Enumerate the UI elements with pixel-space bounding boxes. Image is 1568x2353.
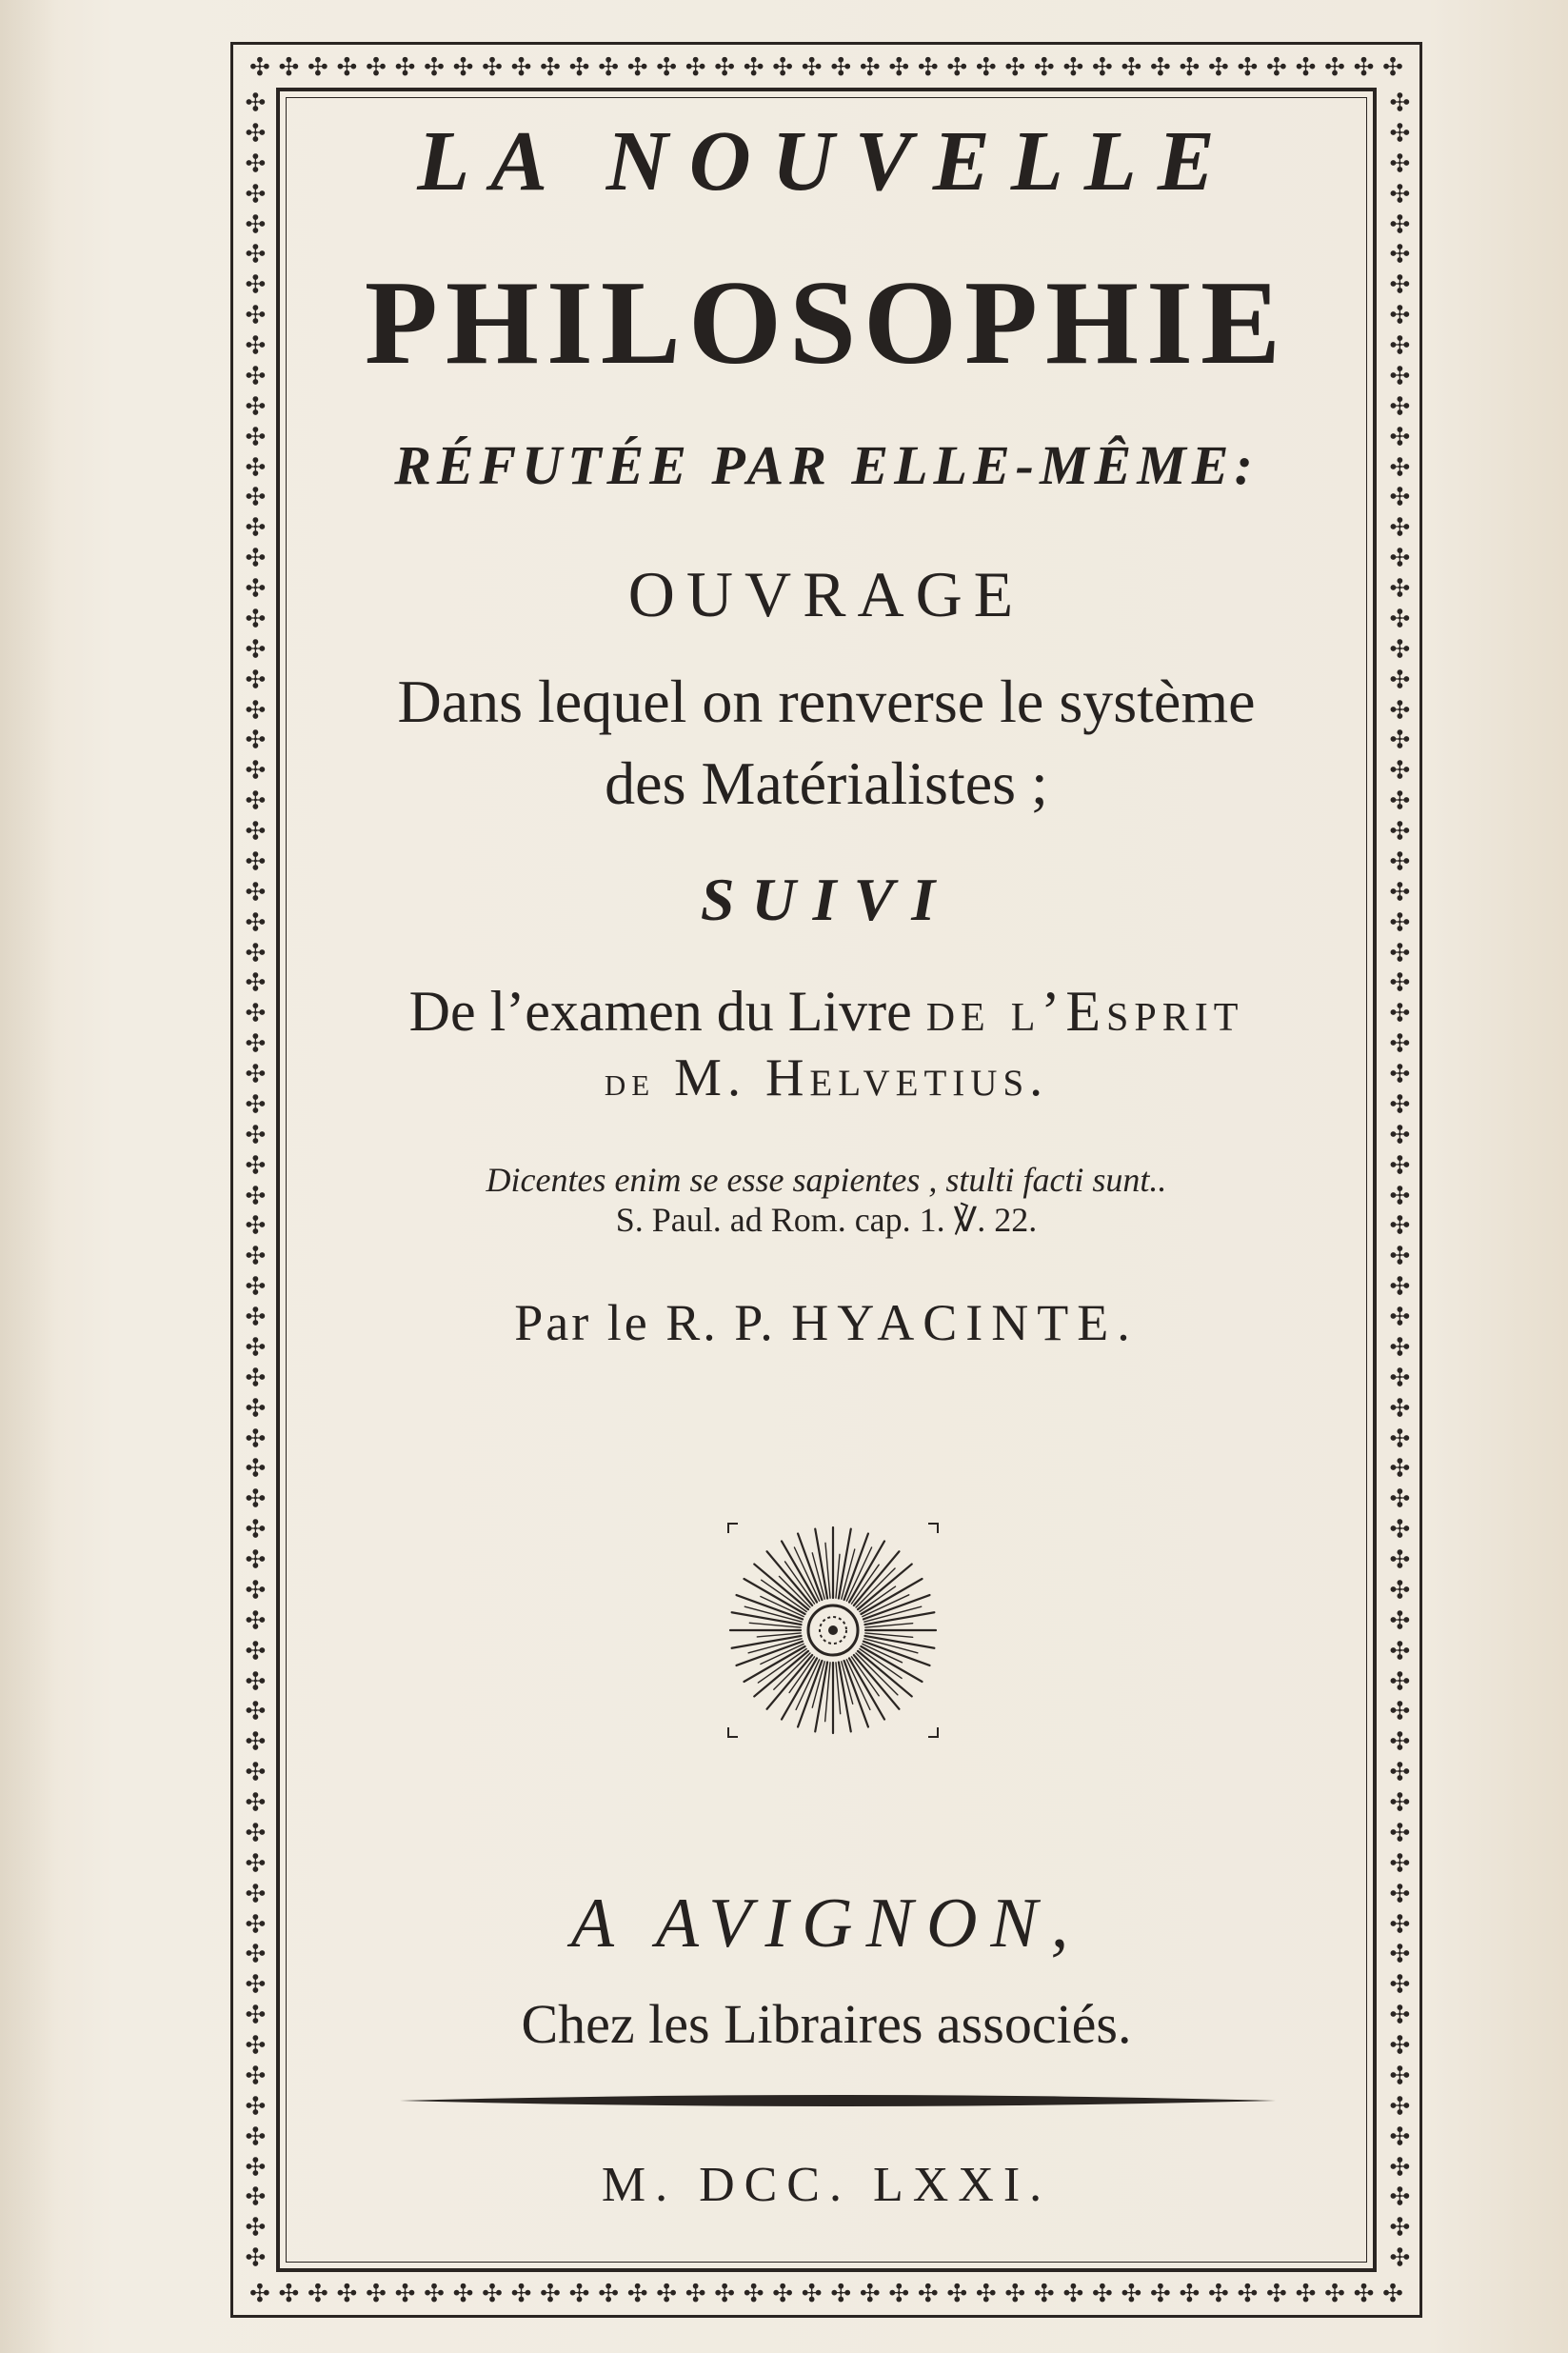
border-ornament-icon: ✣ — [1121, 53, 1142, 82]
border-ornament-icon: ✣ — [239, 1245, 268, 1266]
border-ornament-icon: ✣ — [1237, 2280, 1259, 2308]
border-ornament-icon: ✣ — [336, 2280, 358, 2308]
border-ornament-icon: ✣ — [1383, 1518, 1413, 1540]
border-ornament-icon: ✣ — [1324, 2280, 1345, 2308]
border-ornament-icon: ✣ — [1383, 121, 1413, 143]
border-ornament-icon: ✣ — [1383, 971, 1413, 993]
border-ornament-icon: ✣ — [1383, 151, 1413, 173]
page-fold-shadow — [0, 0, 57, 2353]
title-la-nouvelle: LA NOUVELLE — [417, 114, 1236, 209]
border-ornament-icon: ✣ — [239, 455, 268, 477]
border-ornament-icon: ✣ — [1383, 516, 1413, 538]
border-ornament-icon: ✣ — [239, 364, 268, 386]
border-ornament-icon: ✣ — [239, 849, 268, 871]
left-ornament-band — [238, 90, 270, 2270]
border-ornament-icon: ✣ — [1383, 637, 1413, 659]
border-ornament-icon: ✣ — [1383, 1396, 1413, 1418]
border-ornament-icon: ✣ — [859, 53, 881, 82]
border-ornament-icon: ✣ — [626, 53, 648, 82]
border-ornament-icon: ✣ — [249, 53, 270, 82]
border-ornament-icon: ✣ — [239, 1912, 268, 1934]
border-ornament-icon: ✣ — [239, 1275, 268, 1297]
border-ornament-icon: ✣ — [510, 53, 532, 82]
examen-line-2-de: de — [604, 1058, 656, 1105]
border-ornament-icon: ✣ — [239, 1366, 268, 1387]
border-ornament-icon: ✣ — [1383, 1791, 1413, 1812]
border-ornament-icon: ✣ — [239, 273, 268, 295]
border-ornament-icon: ✣ — [482, 53, 503, 82]
border-ornament-icon: ✣ — [239, 121, 268, 143]
border-ornament-icon: ✣ — [1324, 53, 1345, 82]
border-ornament-icon: ✣ — [1383, 243, 1413, 265]
border-ornament-icon: ✣ — [1383, 880, 1413, 902]
border-ornament-icon: ✣ — [239, 425, 268, 447]
border-ornament-icon: ✣ — [1383, 849, 1413, 871]
border-ornament-icon: ✣ — [308, 2280, 328, 2308]
border-ornament-icon: ✣ — [239, 1032, 268, 1054]
border-ornament-icon: ✣ — [1383, 1578, 1413, 1600]
border-ornament-icon: ✣ — [239, 1396, 268, 1418]
border-ornament-icon: ✣ — [1383, 1608, 1413, 1630]
border-ornament-icon: ✣ — [239, 1851, 268, 1873]
border-ornament-icon: ✣ — [424, 53, 445, 82]
border-ornament-icon: ✣ — [1383, 910, 1413, 932]
border-ornament-icon: ✣ — [1004, 2280, 1026, 2308]
border-ornament-icon: ✣ — [1383, 941, 1413, 963]
border-ornament-icon: ✣ — [1383, 1214, 1413, 1236]
border-ornament-icon: ✣ — [278, 53, 300, 82]
border-ornament-icon: ✣ — [1383, 1335, 1413, 1357]
border-ornament-icon: ✣ — [239, 668, 268, 689]
sunburst-icon — [719, 1516, 947, 1745]
border-ornament-icon: ✣ — [1383, 1184, 1413, 1206]
border-ornament-icon: ✣ — [239, 1518, 268, 1540]
border-ornament-icon: ✣ — [239, 486, 268, 508]
border-ornament-icon: ✣ — [239, 941, 268, 963]
border-ornament-icon: ✣ — [394, 2280, 416, 2308]
border-ornament-icon: ✣ — [801, 53, 823, 82]
border-ornament-icon: ✣ — [1383, 1153, 1413, 1175]
decorative-rule — [400, 2091, 1276, 2110]
author-name: HYACINTE. — [791, 1294, 1139, 1351]
border-ornament-icon: ✣ — [888, 53, 910, 82]
border-ornament-icon: ✣ — [1383, 820, 1413, 841]
description-line-2: des Matérialistes ; — [605, 749, 1048, 817]
border-ornament-icon: ✣ — [239, 1063, 268, 1084]
border-ornament-icon: ✣ — [1383, 425, 1413, 447]
border-ornament-icon: ✣ — [239, 1002, 268, 1024]
border-ornament-icon: ✣ — [1121, 2280, 1142, 2308]
border-ornament-icon: ✣ — [1383, 2064, 1413, 2085]
border-ornament-icon: ✣ — [308, 53, 328, 82]
border-ornament-icon: ✣ — [239, 820, 268, 841]
border-ornament-icon: ✣ — [239, 2216, 268, 2238]
border-ornament-icon: ✣ — [1295, 53, 1317, 82]
border-ornament-icon: ✣ — [239, 1608, 268, 1630]
border-ornament-icon: ✣ — [685, 2280, 706, 2308]
border-ornament-icon: ✣ — [366, 2280, 387, 2308]
border-ornament-icon: ✣ — [1383, 2155, 1413, 2177]
border-ornament-icon: ✣ — [239, 910, 268, 932]
border-ornament-icon: ✣ — [239, 577, 268, 598]
border-ornament-icon: ✣ — [1383, 1912, 1413, 1934]
border-ornament-icon: ✣ — [239, 334, 268, 355]
border-ornament-icon: ✣ — [1383, 1548, 1413, 1569]
border-ornament-icon: ✣ — [239, 2155, 268, 2177]
examen-line-1-text: De l’examen du Livre — [408, 980, 926, 1043]
border-ornament-icon: ✣ — [1033, 53, 1055, 82]
border-ornament-icon: ✣ — [1382, 2280, 1403, 2308]
border-ornament-icon: ✣ — [239, 1882, 268, 1904]
border-ornament-icon: ✣ — [1383, 1306, 1413, 1326]
border-ornament-icon: ✣ — [1383, 2124, 1413, 2146]
border-ornament-icon: ✣ — [336, 53, 358, 82]
imprint-date: M. DCC. LXXI. — [601, 2158, 1052, 2212]
border-ornament-icon: ✣ — [1383, 547, 1413, 568]
border-ornament-icon: ✣ — [239, 1153, 268, 1175]
border-ornament-icon: ✣ — [239, 789, 268, 811]
examen-line-1-smallcaps: de l’Esprit — [925, 980, 1244, 1043]
border-ornament-icon: ✣ — [946, 53, 968, 82]
border-ornament-icon: ✣ — [1208, 2280, 1229, 2308]
border-ornament-icon: ✣ — [1383, 1002, 1413, 1024]
border-ornament-icon: ✣ — [239, 2034, 268, 2055]
border-ornament-icon: ✣ — [239, 607, 268, 628]
border-ornament-icon: ✣ — [1383, 1366, 1413, 1387]
border-ornament-icon: ✣ — [1383, 334, 1413, 355]
border-ornament-icon: ✣ — [1383, 182, 1413, 204]
border-ornament-icon: ✣ — [1091, 53, 1113, 82]
border-ornament-icon: ✣ — [239, 1123, 268, 1145]
border-ornament-icon: ✣ — [714, 53, 736, 82]
border-ornament-icon: ✣ — [239, 1092, 268, 1114]
border-ornament-icon: ✣ — [1383, 1821, 1413, 1843]
border-ornament-icon: ✣ — [1383, 91, 1413, 112]
border-ornament-icon: ✣ — [452, 2280, 474, 2308]
border-ornament-icon: ✣ — [598, 53, 619, 82]
border-ornament-icon: ✣ — [424, 2280, 445, 2308]
border-ornament-icon: ✣ — [510, 2280, 532, 2308]
border-ornament-icon: ✣ — [1383, 668, 1413, 689]
border-ornament-icon: ✣ — [1382, 53, 1403, 82]
border-ornament-icon: ✣ — [239, 151, 268, 173]
epigraph-citation: S. Paul. ad Rom. cap. 1. ℣. 22. — [615, 1201, 1038, 1239]
border-ornament-icon: ✣ — [239, 547, 268, 568]
border-ornament-icon: ✣ — [239, 1973, 268, 1995]
border-ornament-icon: ✣ — [568, 53, 590, 82]
border-ornament-icon: ✣ — [1383, 2185, 1413, 2207]
border-ornament-icon: ✣ — [239, 880, 268, 902]
border-ornament-icon: ✣ — [743, 2280, 764, 2308]
border-ornament-icon: ✣ — [239, 1639, 268, 1661]
border-ornament-icon: ✣ — [830, 2280, 852, 2308]
border-ornament-icon: ✣ — [1383, 577, 1413, 598]
border-ornament-icon: ✣ — [239, 1669, 268, 1691]
border-ornament-icon: ✣ — [1383, 2216, 1413, 2238]
border-ornament-icon: ✣ — [830, 53, 852, 82]
border-ornament-icon: ✣ — [1179, 53, 1201, 82]
heading-ouvrage: OUVRAGE — [627, 558, 1025, 630]
border-ornament-icon: ✣ — [772, 2280, 794, 2308]
border-ornament-icon: ✣ — [278, 2280, 300, 2308]
examen-line-2 — [286, 1047, 1367, 1108]
border-ornament-icon: ✣ — [1149, 53, 1171, 82]
border-ornament-icon: ✣ — [482, 2280, 503, 2308]
border-ornament-icon: ✣ — [239, 2246, 268, 2268]
border-ornament-icon: ✣ — [1383, 1092, 1413, 1114]
border-ornament-icon: ✣ — [394, 53, 416, 82]
author-prefix: Par le R. P. — [514, 1294, 792, 1351]
border-ornament-icon: ✣ — [1383, 455, 1413, 477]
border-ornament-icon: ✣ — [975, 2280, 997, 2308]
border-ornament-icon: ✣ — [239, 759, 268, 781]
border-ornament-icon: ✣ — [239, 728, 268, 750]
border-ornament-icon: ✣ — [366, 53, 387, 82]
border-ornament-icon: ✣ — [1383, 212, 1413, 234]
border-ornament-icon: ✣ — [1208, 53, 1229, 82]
border-ornament-icon: ✣ — [239, 1306, 268, 1326]
border-ornament-icon: ✣ — [772, 53, 794, 82]
border-ornament-icon: ✣ — [1383, 2034, 1413, 2055]
border-ornament-icon: ✣ — [452, 53, 474, 82]
border-ornament-icon: ✣ — [743, 53, 764, 82]
border-ornament-icon: ✣ — [239, 394, 268, 416]
border-ornament-icon: ✣ — [1266, 53, 1287, 82]
border-ornament-icon: ✣ — [540, 53, 561, 82]
border-ornament-icon: ✣ — [1004, 53, 1026, 82]
border-ornament-icon: ✣ — [1149, 2280, 1171, 2308]
border-ornament-icon: ✣ — [685, 53, 706, 82]
border-ornament-icon: ✣ — [1383, 304, 1413, 326]
border-ornament-icon: ✣ — [1383, 759, 1413, 781]
border-ornament-icon: ✣ — [239, 243, 268, 265]
border-ornament-icon: ✣ — [946, 2280, 968, 2308]
border-ornament-icon: ✣ — [1383, 789, 1413, 811]
border-ornament-icon: ✣ — [1383, 1882, 1413, 1904]
author-line — [286, 1293, 1367, 1352]
border-ornament-icon: ✣ — [801, 2280, 823, 2308]
border-ornament-icon: ✣ — [859, 2280, 881, 2308]
border-ornament-icon: ✣ — [1091, 2280, 1113, 2308]
border-ornament-icon: ✣ — [975, 53, 997, 82]
border-ornament-icon: ✣ — [1383, 394, 1413, 416]
border-ornament-icon: ✣ — [239, 1730, 268, 1752]
border-ornament-icon: ✣ — [917, 53, 939, 82]
border-ornament-icon: ✣ — [239, 516, 268, 538]
examen-line-1 — [286, 979, 1367, 1045]
title-refutee: RÉFUTÉE PAR ELLE-MÊME: — [394, 434, 1259, 496]
border-ornament-icon: ✣ — [1383, 1943, 1413, 1964]
border-ornament-icon: ✣ — [239, 1943, 268, 1964]
border-ornament-icon: ✣ — [1383, 1700, 1413, 1722]
border-ornament-icon: ✣ — [1383, 728, 1413, 750]
border-ornament-icon: ✣ — [1383, 1426, 1413, 1448]
border-ornament-icon: ✣ — [1383, 1123, 1413, 1145]
border-ornament-icon: ✣ — [239, 2185, 268, 2207]
border-ornament-icon: ✣ — [239, 1791, 268, 1812]
border-ornament-icon: ✣ — [239, 1821, 268, 1843]
border-ornament-icon: ✣ — [1353, 53, 1375, 82]
border-ornament-icon: ✣ — [1383, 1669, 1413, 1691]
border-ornament-icon: ✣ — [1383, 1457, 1413, 1479]
border-ornament-icon: ✣ — [888, 2280, 910, 2308]
border-ornament-icon: ✣ — [239, 1700, 268, 1722]
border-ornament-icon: ✣ — [239, 1426, 268, 1448]
title-philosophie: PHILOSOPHIE — [364, 257, 1289, 389]
border-ornament-icon: ✣ — [1383, 1487, 1413, 1509]
border-ornament-icon: ✣ — [239, 1578, 268, 1600]
border-ornament-icon: ✣ — [1383, 698, 1413, 720]
border-ornament-icon: ✣ — [1383, 1245, 1413, 1266]
border-ornament-icon: ✣ — [626, 2280, 648, 2308]
imprint-place: A AVIGNON, — [570, 1884, 1082, 1963]
border-ornament-icon: ✣ — [1383, 607, 1413, 628]
border-ornament-icon: ✣ — [239, 2004, 268, 2025]
border-ornament-icon: ✣ — [239, 182, 268, 204]
border-ornament-icon: ✣ — [1383, 2246, 1413, 2268]
border-ornament-icon: ✣ — [239, 637, 268, 659]
border-ornament-icon: ✣ — [239, 1761, 268, 1783]
border-ornament-icon: ✣ — [239, 1487, 268, 1509]
border-ornament-icon: ✣ — [249, 2280, 270, 2308]
border-ornament-icon: ✣ — [1353, 2280, 1375, 2308]
border-ornament-icon: ✣ — [1383, 1063, 1413, 1084]
epigraph: Dicentes enim se esse sapientes , stulti facti sunt.. — [486, 1161, 1167, 1199]
examen-line-2-m: M. — [655, 1048, 765, 1107]
border-ornament-icon: ✣ — [1179, 2280, 1201, 2308]
border-ornament-icon: ✣ — [1383, 273, 1413, 295]
border-ornament-icon: ✣ — [1062, 53, 1084, 82]
border-ornament-icon: ✣ — [239, 212, 268, 234]
border-ornament-icon: ✣ — [714, 2280, 736, 2308]
border-ornament-icon: ✣ — [1383, 1730, 1413, 1752]
border-ornament-icon: ✣ — [1033, 2280, 1055, 2308]
border-ornament-icon: ✣ — [1383, 1851, 1413, 1873]
bottom-ornament-band — [249, 2278, 1403, 2310]
border-ornament-icon: ✣ — [1383, 1032, 1413, 1054]
description-line-1: Dans lequel on renverse le système — [397, 668, 1256, 735]
heading-suivi: SUIVI — [700, 866, 953, 933]
border-ornament-icon: ✣ — [1383, 2094, 1413, 2116]
right-ornament-band — [1382, 90, 1415, 2270]
border-ornament-icon: ✣ — [1266, 2280, 1287, 2308]
border-ornament-icon: ✣ — [239, 91, 268, 112]
border-ornament-icon: ✣ — [239, 1214, 268, 1236]
border-ornament-icon: ✣ — [239, 304, 268, 326]
imprint-publisher: Chez les Libraires associés. — [521, 1993, 1132, 2055]
border-ornament-icon: ✣ — [1383, 2004, 1413, 2025]
border-ornament-icon: ✣ — [239, 1184, 268, 1206]
border-ornament-icon: ✣ — [1062, 2280, 1084, 2308]
border-ornament-icon: ✣ — [1383, 486, 1413, 508]
border-ornament-icon: ✣ — [239, 698, 268, 720]
border-ornament-icon: ✣ — [1383, 1639, 1413, 1661]
border-ornament-icon: ✣ — [239, 1335, 268, 1357]
border-ornament-icon: ✣ — [1237, 53, 1259, 82]
border-ornament-icon: ✣ — [1383, 1275, 1413, 1297]
border-ornament-icon: ✣ — [239, 1548, 268, 1569]
border-ornament-icon: ✣ — [239, 2124, 268, 2146]
border-ornament-icon: ✣ — [239, 971, 268, 993]
border-ornament-icon: ✣ — [239, 1457, 268, 1479]
border-ornament-icon: ✣ — [656, 2280, 678, 2308]
border-ornament-icon: ✣ — [568, 2280, 590, 2308]
border-ornament-icon: ✣ — [1295, 2280, 1317, 2308]
border-ornament-icon: ✣ — [1383, 1973, 1413, 1995]
border-ornament-icon: ✣ — [1383, 364, 1413, 386]
border-ornament-icon: ✣ — [239, 2094, 268, 2116]
border-ornament-icon: ✣ — [917, 2280, 939, 2308]
border-ornament-icon: ✣ — [1383, 1761, 1413, 1783]
top-ornament-band — [249, 51, 1403, 84]
border-ornament-icon: ✣ — [656, 53, 678, 82]
border-ornament-icon: ✣ — [239, 2064, 268, 2085]
border-ornament-icon: ✣ — [540, 2280, 561, 2308]
examen-line-2-helvetius: Helvetius. — [764, 1048, 1049, 1107]
border-ornament-icon: ✣ — [598, 2280, 619, 2308]
